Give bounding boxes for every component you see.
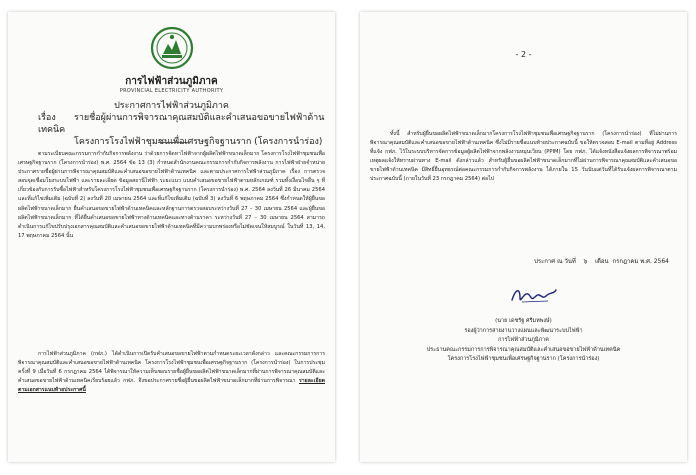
paragraph-2-text: การไฟฟ้าส่วนภูมิภาค (กฟภ.) ได้ดำเนินการเปิดรับคำเสนอขอขายไฟฟ้าตามกำหนดระยะเวลาดังกล่าว และคณะกรรมการการพิจารณาคุณสมบัติและคำเสนอขอขายไฟฟ้าด้านเทคนิค โครงการโรงไฟฟ้าชุมชนเพื่อเศรษฐกิจฐานราก (โครงการนำร่อง) ในการประชุมครั้งที่ 9 เมื่อวันที่ 6 กรกฎาคม 2564 ได้พิจารณาให้ความเห็นชอบรายชื่อผู้ยื่นขอผลิตไฟฟ้าขนาดเล็กมากที่ผ่านการพิจารณาคุณสมบัติและคำเสนอขอขายไฟฟ้าด้านเทคนิคเรียบร้อยแล้ว กฟภ. จึงขอประกาศรายชื่อผู้ยื่นขอผลิตไฟฟ้าขนาดเล็กมากที่ผ่านการพิจารณา — [18, 351, 325, 385]
document-page-1 — [8, 12, 335, 462]
page-2-paragraph: ทั้งนี้ สำหรับผู้ยื่นขอผลิตไฟฟ้าขนาดเล็กมากโครงการโรงไฟฟ้าชุมชนเพื่อเศรษฐกิจฐานราก (โครงการนำร่อง) ที่ไม่ผ่านการพิจารณาคุณสมบัติและคำเสนอขอขายไฟฟ้าด้านเทคนิค ซึ่งไม่มีรายชื่อแนบท้ายประกาศฉบับนี้ ขอให้ตรวจสอบ E-mail ตามที่อยู่ Address ที่แจ้ง กฟภ. ไว้ในระบบบริหารจัดการข้อมูลผู้ผลิตไฟฟ้าจากพลังงานหมุนเวียน (PPIM) โดย กฟภ. ได้แจ้งหนังสือแจ้งผลการพิจารณาพร้อมเหตุผลแจ้งให้ทราบผ่านทาง E-mail ดังกล่าวแล้ว สำหรับผู้ยื่นขอผลิตไฟฟ้าขนาดเล็กมากที่ไม่ผ่านการพิจารณาคุณสมบัติและคำเสนอขอขายไฟฟ้าด้านเทคนิค มีสิทธิ์ยื่นอุทธรณ์ต่อคณะกรรมการกำกับกิจการพลังงาน ได้ภายใน 15 วันนับแต่วันที่ได้รับแจ้งผลการพิจารณาตามประกาศฉบับนี้ (ภายในวันที่ 23 กรกฎาคม 2564) ต่อไป — [370, 131, 677, 183]
divider — [158, 142, 188, 143]
document-page-2 — [360, 12, 687, 462]
signer-title-2: การไฟฟ้าส่วนภูมิภาค — [498, 337, 549, 343]
org-name-th: การไฟฟ้าส่วนภูมิภาค — [125, 76, 218, 87]
month-label: เดือน — [594, 258, 609, 265]
signature-icon — [508, 282, 560, 308]
announcement-date — [370, 256, 669, 266]
announced-day: ๖ — [583, 258, 588, 265]
subject-label: เรื่อง — [38, 113, 56, 123]
page-number: - 2 - — [515, 50, 532, 59]
signer-title-4: โครงการโรงไฟฟ้าชุมชนเพื่อเศรษฐกิจฐานราก (โครงการนำร่อง) — [447, 356, 600, 362]
subject-line-1: รายชื่อผู้ผ่านการพิจารณาคุณสมบัติและคำเสนอขอขายไฟฟ้าด้านเทคนิค — [38, 113, 325, 135]
announcement-title: ประกาศการไฟฟ้าส่วนภูมิภาค — [114, 101, 229, 111]
org-name-en: PROVINCIAL ELECTRICITY AUTHORITY — [119, 88, 224, 94]
paragraph-2 — [18, 350, 325, 395]
paragraph-1: ตามระเบียบคณะกรรมการกำกับกิจการพลังงาน ว่าด้วยการจัดหาไฟฟ้าจากผู้ผลิตไฟฟ้าขนาดเล็กมาก โครงการโรงไฟฟ้าชุมชนเพื่อเศรษฐกิจฐานราก (โครงการนำร่อง) พ.ศ. 2564 ข้อ 13 (3) กำหนดสำนักงานคณะกรรมการกำกับกิจการพลังงาน การไฟฟ้าฝ่ายจำหน่ายประกาศรายชื่อผู้ผ่านการพิจารณาคุณสมบัติและคำเสนอขอขายไฟฟ้าด้านเทคนิค และตามประกาศการไฟฟ้าส่วนภูมิภาค เรื่อง การตรวจสอบจุดเชื่อมโยงระบบไฟฟ้า และรายละเอียด ข้อมูลสถานีไฟฟ้า ระยะแนว แบบคำเสนอขอขายไฟฟ้าตามหลักเกณฑ์ รวมทั้งเงื่อนไขอื่น ๆ ที่เกี่ยวข้องกับการรับซื้อไฟฟ้าสำหรับโครงการโรงไฟฟ้าชุมชนเพื่อเศรษฐกิจฐานราก (โครงการนำร่อง) พ.ศ. 2564 ลงวันที่ 26 มีนาคม 2564 และที่แก้ไขเพิ่มเติม (ฉบับที่ 2) ลงวันที่ 20 เมษายน 2564 และที่แก้ไขเพิ่มเติม (ฉบับที่ 3) ลงวันที่ 6 พฤษภาคม 2564 ซึ่งกำหนดให้ผู้ยื่นขอผลิตไฟฟ้าขนาดเล็กมาก ยื่นคำเสนอขอขายไฟฟ้าด้านเทคนิคและหลักฐานการตรวจสอบระหว่างวันที่ 27 – 30 เมษายน 2564 และผู้ยื่นขอผลิตไฟฟ้าขนาดเล็กมาก ที่ได้ยื่นคำเสนอขอขายไฟฟ้าทางด้านเทคนิคและทางด้านราคา ระหว่างวันที่ 27 – 30 เมษายน 2564 สามารถดำเนินการแก้ไขปรับปรุงเอกสารคุณสมบัติและคำเสนอขอขายไฟฟ้าด้านเทคนิคที่มีความบกพร่องหรือไม่ชัดเจนให้สมบูรณ์ ในวันที่ 13, 14, 17 พฤษภาคม 2564 นั้น — [18, 151, 325, 239]
signature-block — [360, 317, 687, 365]
signer-title-3: ประธานคณะกรรมการการพิจารณาคุณสมบัติและคำเสนอขอขายไฟฟ้าด้านเทคนิค — [426, 346, 621, 353]
subject-line-2: โครงการโรงไฟฟ้าชุมชนเพื่อเศรษฐกิจฐานราก (โครงการนำร่อง) — [74, 137, 323, 147]
announced-label: ประกาศ ณ วันที่ — [534, 258, 576, 265]
signer-title-1: รองผู้ว่าการสายงานวางแผนและพัฒนาระบบไฟฟ้า — [464, 327, 583, 334]
announced-month: กรกฎาคม พ.ศ. 2564 — [612, 258, 669, 265]
attachment-link[interactable]: รายละเอียดตามเอกสารแนบท้ายประกาศนี้ — [18, 378, 325, 394]
pea-emblem-icon — [150, 26, 194, 70]
signer-name: (นาย เดชรัฐ ศรีมหพงษ์) — [495, 318, 552, 324]
